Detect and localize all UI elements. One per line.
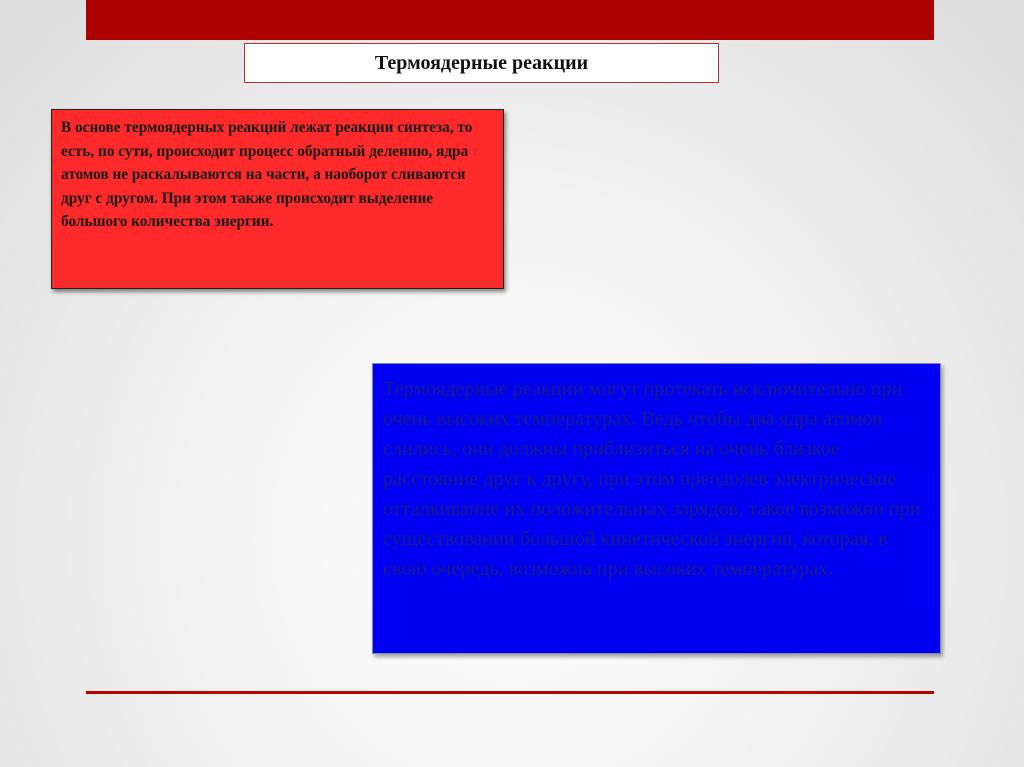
definition-text-box: В основе термоядерных реакций лежат реакции синтеза, то есть, по сути, происходит процесс обратный делению, ядра атомов не раскалываются на части, а наоборот сливаются друг с другом. При этом также происходит выделение большого количества энергии. — [51, 109, 504, 289]
slide-title: Термоядерные реакции — [244, 43, 719, 83]
top-decorative-bar — [86, 0, 934, 40]
bottom-divider-line — [86, 691, 934, 694]
conditions-text-box: Термоядерные реакции могут протекать исключительно при очень высоких температурах. Ведь чтобы два ядра атомов слились, они должны приблизиться на очень близкое расстояние друг к другу, при этом преодолев электрическое отталкивание их положительных зарядов, такое возможно при существовании большой кинетической энергии, которая, в свою очередь, возможна при высоких температурах. — [372, 363, 941, 654]
